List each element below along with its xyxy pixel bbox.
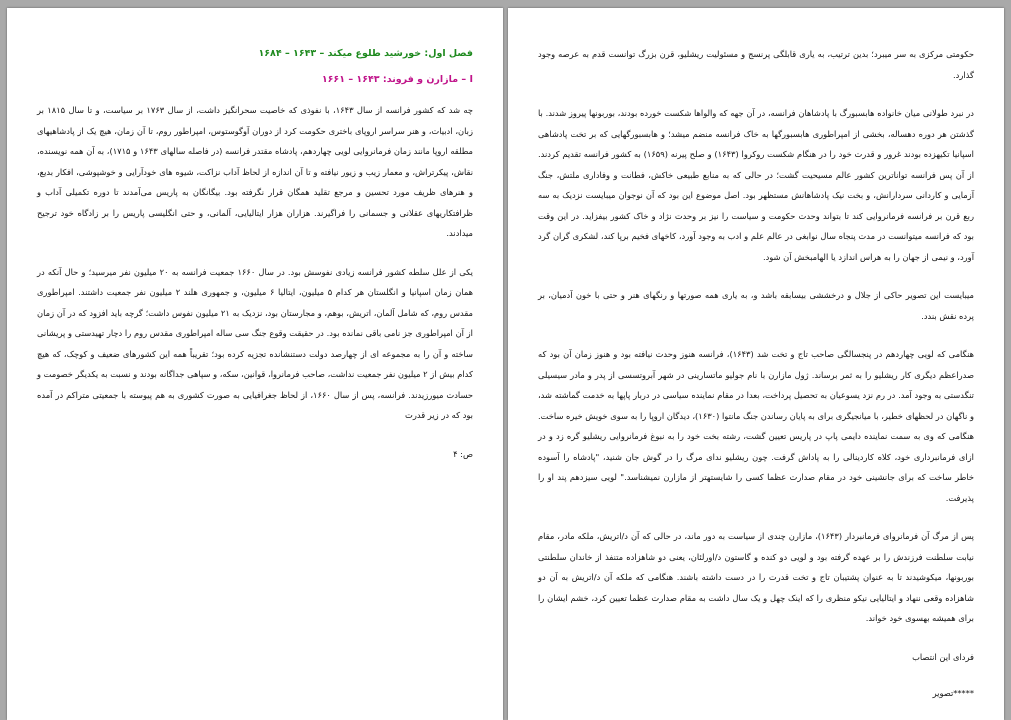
paragraph: هنگامی که لویی چهاردهم در پنجسالگی صاحب تاج و تخت شد (۱۶۴۳)، فرانسه هنوز وحدت نیافته بود و هنوز زمان آن بود که صدراعظم دیگری کار ریشلیو را به ثمر برساند. ژول مازارن با نام جولیو ماتسارینی در شهر آبروتسسی از پدر و مادر سیسیلی تنگدستی به وجود آمد. در رم نزد یسوعیان به تحصیل پرداخت، بعدا در مقام نماینده سیاسی در دربار پاپها به خدمت گماشته شد، و ناگهان در لحظهای خطیر، با میانجیگری برای به پایان رساندن جنگ مانتوا (۱۶۳۰)، دیدگان اروپا را به سوی خویش خیره ساخت. هنگامی که وی به سمت نماینده دایمی پاپ در پاریس تعیین گشت، رشته بخت خود را به نبوغ فرمانروایی ریشلیو گره زد و در ازای فرمانبرداری خود، کلاه کاردینالی را به پاداش گرفت. چون ریشلیو ندای مرگ را در گوش جان شنید، "پادشاه را آسوده خاطر ساخت که برای جانشینی خود در مقام صدارت عظما کسی را شایستهتر از مازارن نمیشناسد." لویی سیزدهم پند او را پذیرفت. [538, 349, 975, 503]
paragraph: چه شد که کشور فرانسه از سال ۱۶۴۳، با نفوذی که خاصیت سحرانگیز داشت، از سال ۱۷۶۳ بر سیاست، و تا سال ۱۸۱۵ بر زبان، ادبیات، و هنر سراسر اروپای باختری حکومت کرد از دوران آوگوستوس، امپراطور روم، تا آن زمان، هیچ یک از پادشاهیهای مطلقه اروپا مانند زمان فرمانروایی لویی چهاردهم، پادشاه مقتدر فرانسه (در فاصله سالهای ۱۶۴۳ و ۱۷۱۵)، به آن همه نویسنده، نقاش، پیکرتراش، و معمار زیب و زیور نیافته و تا آن اندازه از لحاظ آداب نزاکت، شیوه های خودآرایی و خوشپوشی، افکار بدیع، و هنرهای ظریف مورد تحسین و مرجع تقلید همگان قرار نگرفته بود. بیگانگان به پاریس می‌آمدند تا دوره تکمیلی آداب و ظرافتکاریهای عقلانی و جسمانی را فراگیرند. هزاران هزار ایتالیایی، آلمانی، و حتی انگلیسی پاریس را بر زادگاه خود ترجیح میدادند. [37, 105, 473, 238]
left-page [7, 8, 503, 720]
paragraph: در نبرد طولانی میان خانواده هابسبورگ با پادشاهان فرانسه، در آن جهه که والواها شکست خورده بودند، بوربونها پیروز شدند. با گذشتن هر دوره دهساله، بخشی از امپراطوری هابسبورگها به خاک فرانسه منضم میشد؛ و هابسبورگهایی که بر تخت پادشاهی اسپانیا تکیهزده بودند غرور و قدرت خود را در هنگام شکست روکروا (۱۶۴۳) و صلح پیرنه (۱۶۵۹) به کشور فرانسه تقدیم کردند. از آن پس فرانسه توانا‌ترین کشور عالم مسیحیت گشت؛ در حالی که به منابع طبیعی خاکش، فطانت و وفاداری ملتش، جنگ آزمایی و کاردانی سردارانش، و بخت نیک پادشاهانش مستظهر بود. اصل موضوع این بود که آن نوجوان میبایست نزدیک به سه ربع قرن بر فرانسه فرمانروایی کند تا بتواند وحدت حکومت و سیاست را نیز بر وحدت نژاد و خاک کشور بیفزاید. در این وقت بود که فرانسه میتوانست در مدت پنجاه سال نوابغی در عالم علم و ادب به وجود آورد، کاخهای فخیم برپا کند، لشکری گران گرد آورد، و نیمی از جهان را به هراس اندازد یا الهامبخش آن شود. [538, 108, 974, 262]
paragraph: پس از مرگ آن فرمانروای فرمانبردار (۱۶۴۳)، مازارن چندی از سیاست به دور ماند، در حالی که آن د/اتریش، ملکه مادر، مقام نیابت سلطنت فرزندش را بر عهده گرفته بود و لویی دو کنده و گاستون د/اورلئان، یعنی دو شاهزاده متنفذ از خاندان سلطنتی بوربونها، میکوشیدند تا به عنوان پشتیبان تاج و تخت قدرت را در دست داشته باشند. هنگامی که ملکه آن د/اتریش به آن دو شاهزاده وقعی ننهاد و ایتالیایی نیکو منظری را که اینک چهل و یک سال داشت به مقام صدارت عظما تعیین کرد، خشم ایشان را برای همیشه بهسوی خود خواند. [538, 531, 974, 623]
paragraph: یکی از علل سلطه کشور فرانسه زیادی نفوسش بود. در سال ۱۶۶۰ جمعیت فرانسه به ۲۰ میلیون نفر میرسید؛ و حال آنکه در همان زمان اسپانیا و انگلستان هر کدام ۵ میلیون، ایتالیا ۶ میلیون، و جمهوری هلند ۲ میلیون نفر جمعیت داشتند. امپراطوری مقدس روم، که شامل آلمان، اتریش، بوهم، و مجارستان بود، نزدیک به ۲۱ میلیون نفوس داشت؛ گرچه باید افزود که در آن زمان از آن امپراطوری جز نامی باقی نمانده بود. در حقیقت وقوع جنگ سی ساله امپراطوری مقدس روم را دچار تهیدستی و پریشانی ساخته و آن را به مجموعه ای از چهارصد دولت دستنشانده تجزیه کرده بود؛ تقریباً همه این کشورهای ضعیف و کوچک، که هیچ کدام بیش از ۲ میلیون نفر جمعیت نداشت، صاحب فرمانروا، قوانین، سکه، و سپاهی جداگانه بودند و نسبت به یکدیگر خصومت و حسادت میورزیدند. فرانسه، پس از سال ۱۶۶۰، از لحاظ جغرافیایی به صورت کشوری به هم پیوسته با جمعیتی متراکم در آمده بود که در زیر قدرت [37, 266, 474, 420]
section-title: I – مازارن و فروند: ۱۶۴۳ – ۱۶۶۱ [321, 74, 473, 85]
image-marker: *****تصویر [932, 688, 974, 698]
closing-line: فردای این انتصاب [912, 651, 974, 662]
chapter-title: فصل اول: خورشید طلوع میکند – ۱۶۴۳ – ۱۶۸۴ [258, 48, 473, 59]
right-page [508, 8, 1004, 720]
paragraph: میبایست این تصویر حاکی از جلال و درخششی بیسابقه باشد و، به یاری همه صورتها و رنگهای هنر و حتی با خون آدمیان، بر پرده نقش بندد. [538, 290, 974, 321]
paragraph: حکومتی مرکزی به سر میبرد؛ بدین ترتیب، به یاری قابلگی پرنسج و مسئولیت ریشلیو، قرن بزرگ توانست قدم به عرصه وجود گذارد. [538, 49, 974, 80]
page-number: ص: ۴ [453, 448, 473, 459]
